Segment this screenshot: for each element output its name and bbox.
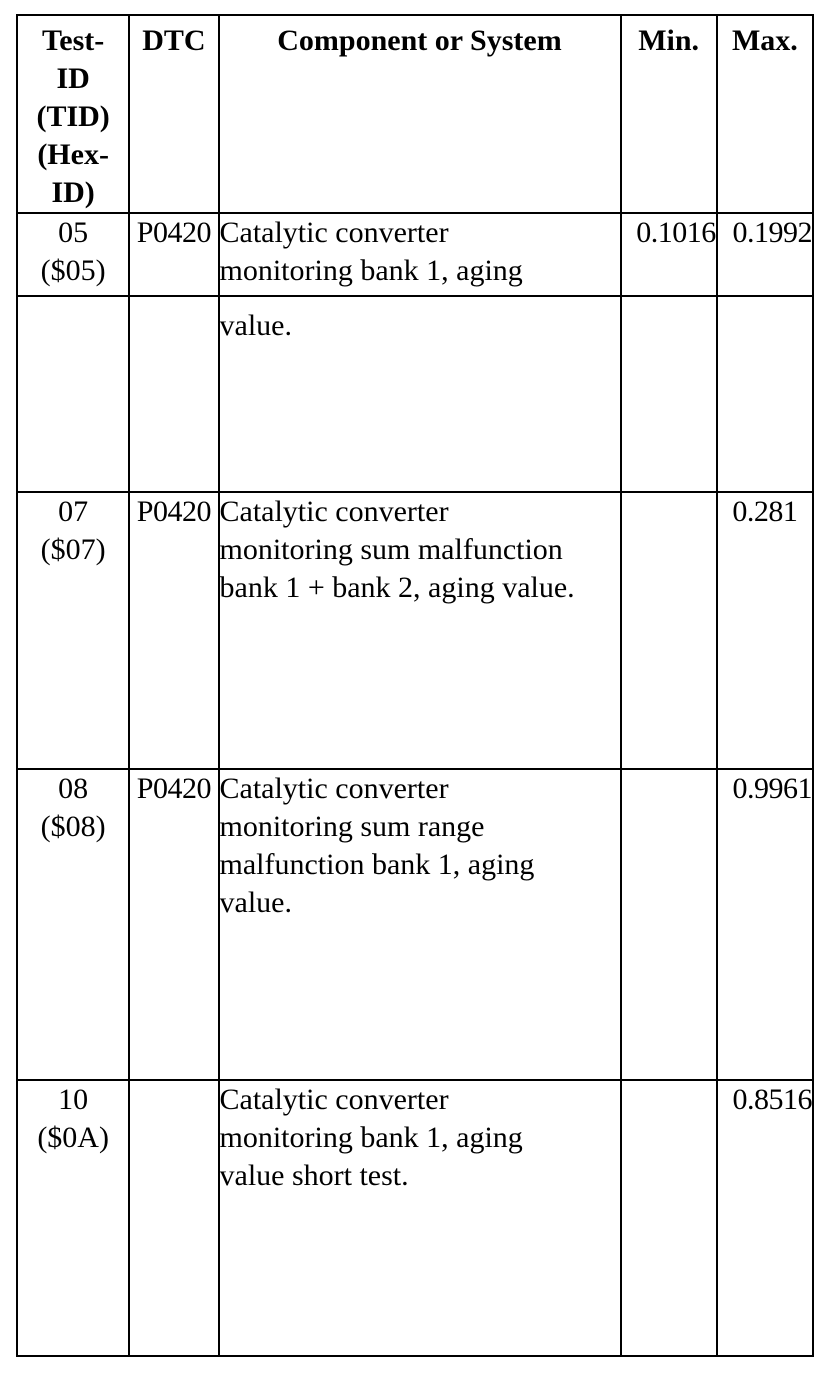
tid-line: 08: [58, 772, 89, 805]
description-line: monitoring bank 1, aging: [219, 254, 523, 287]
tid-cell: [17, 1080, 129, 1356]
tid-cell: [17, 769, 129, 1080]
table-row: [17, 296, 813, 492]
header-tid-line: (TID): [36, 100, 110, 133]
min-cell: 0.1016: [621, 213, 717, 296]
description-line: malfunction bank 1, aging: [219, 848, 535, 881]
table-row: [17, 213, 813, 296]
table-row: [17, 492, 813, 769]
max-cell: [717, 296, 813, 492]
header-min: Min.: [621, 15, 717, 213]
tid-line: 07: [58, 495, 89, 528]
header-tid: [17, 15, 129, 213]
header-tid-line: Test-: [42, 24, 105, 57]
dtc-cell: [129, 1080, 218, 1356]
tid-line: ($0A): [37, 1121, 109, 1154]
header-tid-line: (Hex-: [37, 138, 109, 171]
table-row: [17, 1080, 813, 1356]
min-cell: [621, 296, 717, 492]
tid-line: ($07): [40, 533, 106, 566]
test-id-table: [16, 14, 814, 1357]
description-line: monitoring sum malfunction: [219, 533, 563, 566]
tid-cell: [17, 296, 129, 492]
dtc-cell: P0420: [129, 769, 218, 1080]
description-line: bank 1 + bank 2, aging value.: [219, 571, 575, 604]
max-cell: 0.9961: [717, 769, 813, 1080]
description-cell: [219, 769, 621, 1080]
description-cell: [219, 296, 621, 492]
tid-cell: [17, 492, 129, 769]
tid-cell: [17, 213, 129, 296]
min-cell: [621, 1080, 717, 1356]
description-line: monitoring sum range: [219, 810, 485, 843]
header-component: Component or System: [219, 15, 621, 213]
tid-line: 10: [58, 1083, 89, 1116]
header-tid-line: ID): [51, 176, 95, 209]
description-cell: [219, 213, 621, 296]
min-cell: [621, 769, 717, 1080]
dtc-cell: P0420: [129, 213, 218, 296]
description-line: Catalytic converter: [219, 772, 449, 805]
max-cell: 0.1992: [717, 213, 813, 296]
tid-line: 05: [58, 216, 89, 249]
dtc-cell: P0420: [129, 492, 218, 769]
header-dtc: DTC: [129, 15, 218, 213]
header-row: [17, 15, 813, 213]
description-line: value.: [219, 309, 292, 342]
description-line: Catalytic converter: [219, 216, 449, 249]
description-cell: [219, 492, 621, 769]
description-cell: [219, 1080, 621, 1356]
header-max: Max.: [717, 15, 813, 213]
description-line: value short test.: [219, 1159, 409, 1192]
tid-line: ($08): [40, 810, 106, 843]
tid-line: ($05): [40, 254, 106, 287]
description-line: Catalytic converter: [219, 1083, 449, 1116]
description-line: monitoring bank 1, aging: [219, 1121, 523, 1154]
min-cell: [621, 492, 717, 769]
description-line: Catalytic converter: [219, 495, 449, 528]
max-cell: 0.8516: [717, 1080, 813, 1356]
header-tid-line: ID: [56, 62, 90, 95]
table-row: [17, 769, 813, 1080]
description-line: value.: [219, 886, 292, 919]
dtc-cell: [129, 296, 218, 492]
max-cell: 0.281: [717, 492, 813, 769]
